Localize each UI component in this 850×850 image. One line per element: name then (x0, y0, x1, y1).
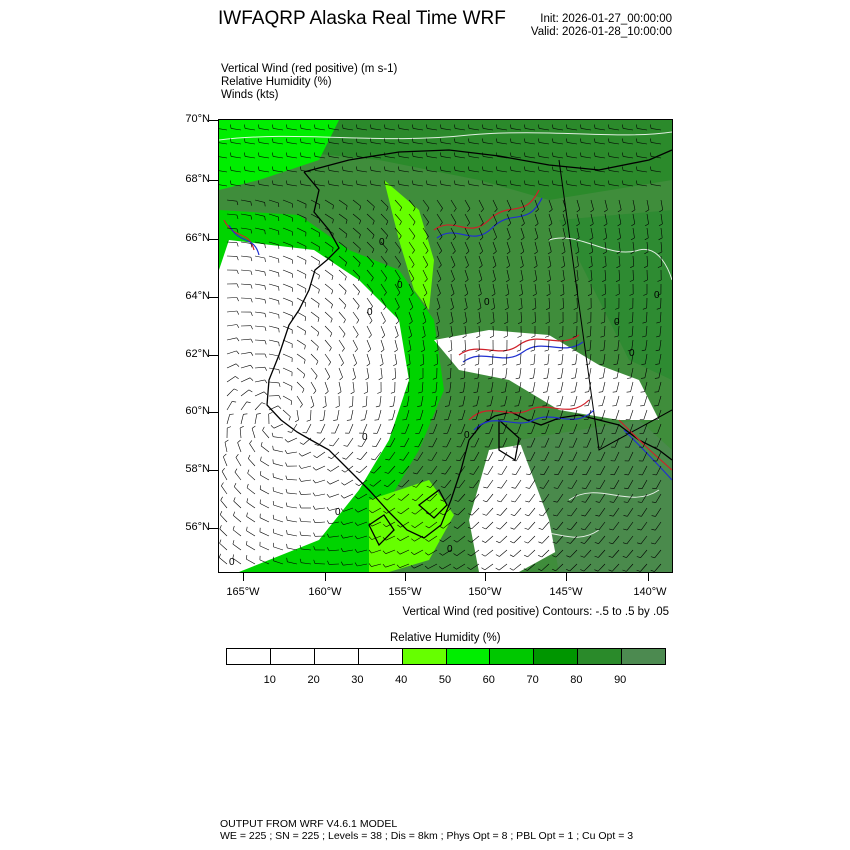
contour-label: 0 (367, 307, 373, 318)
field-winds: Winds (kts) (221, 89, 279, 101)
lon-tick (405, 572, 406, 581)
colorbar-label: 80 (570, 674, 583, 686)
lat-label: 58°N (185, 463, 210, 475)
lon-tick (566, 572, 567, 581)
contour-label: 0 (229, 557, 235, 568)
footer-config: WE = 225 ; SN = 225 ; Levels = 38 ; Dis = 8km ; Phys Opt = 8 ; PBL Opt = 1 ; Cu Opt = 3 (220, 830, 634, 842)
colorbar-box (315, 649, 359, 664)
colorbar-title: Relative Humidity (%) (390, 632, 501, 644)
contour-label: 0 (447, 544, 453, 555)
lat-tick (209, 528, 218, 529)
contour-label: 0 (654, 290, 660, 301)
lat-tick (209, 120, 218, 121)
field-vertical-wind: Vertical Wind (red positive) (m s-1) (221, 63, 398, 75)
lat-tick (209, 297, 218, 298)
lon-label: 145°W (549, 586, 583, 598)
field-list (221, 63, 397, 102)
lon-tick (325, 572, 326, 581)
colorbar-label: 70 (526, 674, 539, 686)
colorbar-label: 30 (351, 674, 364, 686)
lat-tick (209, 412, 218, 413)
lat-label: 70°N (185, 113, 210, 125)
plot-title: IWFAQRP Alaska Real Time WRF (218, 8, 506, 29)
colorbar-box (403, 649, 447, 664)
colorbar-label: 90 (614, 674, 627, 686)
lat-tick (209, 180, 218, 181)
lat-tick (209, 470, 218, 471)
lon-tick (243, 572, 244, 581)
contour-label: 0 (397, 280, 403, 291)
colorbar-box (534, 649, 578, 664)
colorbar-box (359, 649, 403, 664)
colorbar-box (271, 649, 315, 664)
valid-time: Valid: 2026-01-28_10:00:00 (530, 26, 672, 38)
run-times (531, 13, 672, 39)
colorbar-box (227, 649, 271, 664)
colorbar-label: 60 (482, 674, 495, 686)
contour-label: 0 (379, 237, 385, 248)
footer-model: OUTPUT FROM WRF V4.6.1 MODEL (220, 818, 398, 830)
lat-label: 62°N (185, 348, 210, 360)
lon-label: 160°W (308, 586, 342, 598)
colorbar-box (578, 649, 622, 664)
lat-label: 56°N (185, 521, 210, 533)
lon-label: 165°W (226, 586, 260, 598)
field-relative-humidity: Relative Humidity (%) (221, 76, 332, 88)
contour-label: 0 (362, 432, 368, 443)
colorbar-label: 50 (438, 674, 452, 686)
init-time: Init: 2026-01-27_00:00:00 (540, 13, 672, 25)
contour-label: 0 (464, 430, 470, 441)
colorbar-box (490, 649, 534, 664)
lat-label: 68°N (185, 173, 210, 185)
lon-label: 150°W (468, 586, 502, 598)
contour-note: Vertical Wind (red positive) Contours: -.5 to .5 by .05 (402, 606, 669, 618)
contour-label: 0 (484, 297, 490, 308)
contour-label: 0 (614, 317, 620, 328)
lon-label: 155°W (388, 586, 422, 598)
lon-label: 140°W (633, 586, 667, 598)
colorbar-box (622, 649, 665, 664)
contour-label: 0 (335, 507, 341, 518)
colorbar-box (447, 649, 491, 664)
contour-label: 0 (629, 348, 635, 359)
lat-label: 60°N (185, 405, 210, 417)
colorbar-label: 10 (263, 674, 276, 686)
map-plot (219, 120, 672, 572)
colorbar-label: 20 (307, 674, 320, 686)
lat-tick (209, 355, 218, 356)
map-panel (218, 119, 673, 573)
lat-label: 66°N (185, 232, 210, 244)
lat-tick (209, 239, 218, 240)
model-footer (220, 818, 633, 842)
colorbar-label: 40 (395, 674, 408, 686)
lon-tick (648, 572, 649, 581)
lat-label: 64°N (185, 290, 210, 302)
lon-tick (485, 572, 486, 581)
colorbar (226, 648, 666, 665)
